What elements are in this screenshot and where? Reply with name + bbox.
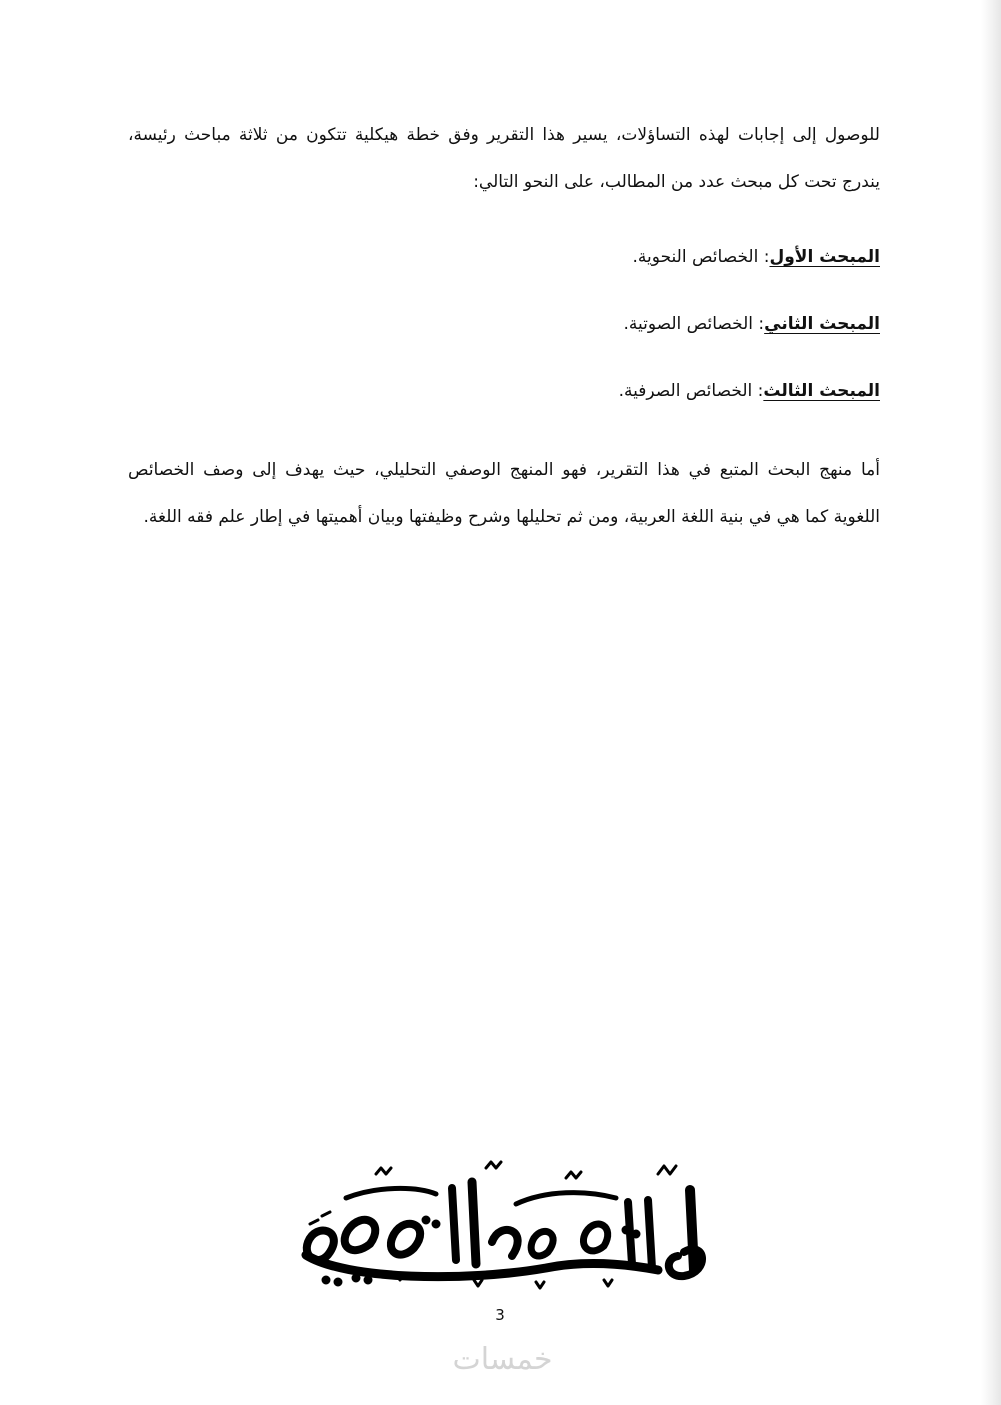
page-number: 3 [495, 1306, 505, 1324]
page-edge-shadow [981, 0, 1001, 1405]
closing-calligraphy [286, 1160, 714, 1290]
section-1-label: المبحث الأول [769, 247, 880, 267]
intro-line-1: للوصول إلى إجابات لهذه التساؤلات، يسير هذا التقرير وفق خطة هيكلية تتكون من ثلاثة مباحث رئيسة، [128, 125, 880, 145]
section-2 [128, 291, 880, 358]
section-3-title: : الخصائص الصرفية. [618, 381, 764, 401]
intro-line-2: يندرج تحت كل مبحث عدد من المطالب، على النحو التالي: [473, 172, 880, 192]
section-2-label: المبحث الثاني [764, 314, 880, 334]
methodology-line-1: أما منهج البحث المتبع في هذا التقرير، فهو المنهج الوصفي التحليلي، حيث يهدف إلى وصف الخصائص [128, 460, 880, 480]
section-1-title: : الخصائص النحوية. [632, 247, 770, 267]
section-1 [128, 224, 880, 291]
section-2-title: : الخصائص الصوتية. [623, 314, 765, 334]
methodology-line-2: اللغوية كما هي في بنية اللغة العربية، ومن ثم تحليلها وشرح وظيفتها وبيان أهميتها في إطار علم فقه اللغة. [143, 507, 880, 527]
watermark-logo: خمسات [452, 1342, 553, 1377]
document-body [128, 112, 880, 541]
section-3 [128, 358, 880, 425]
section-3-label: المبحث الثالث [763, 381, 880, 401]
